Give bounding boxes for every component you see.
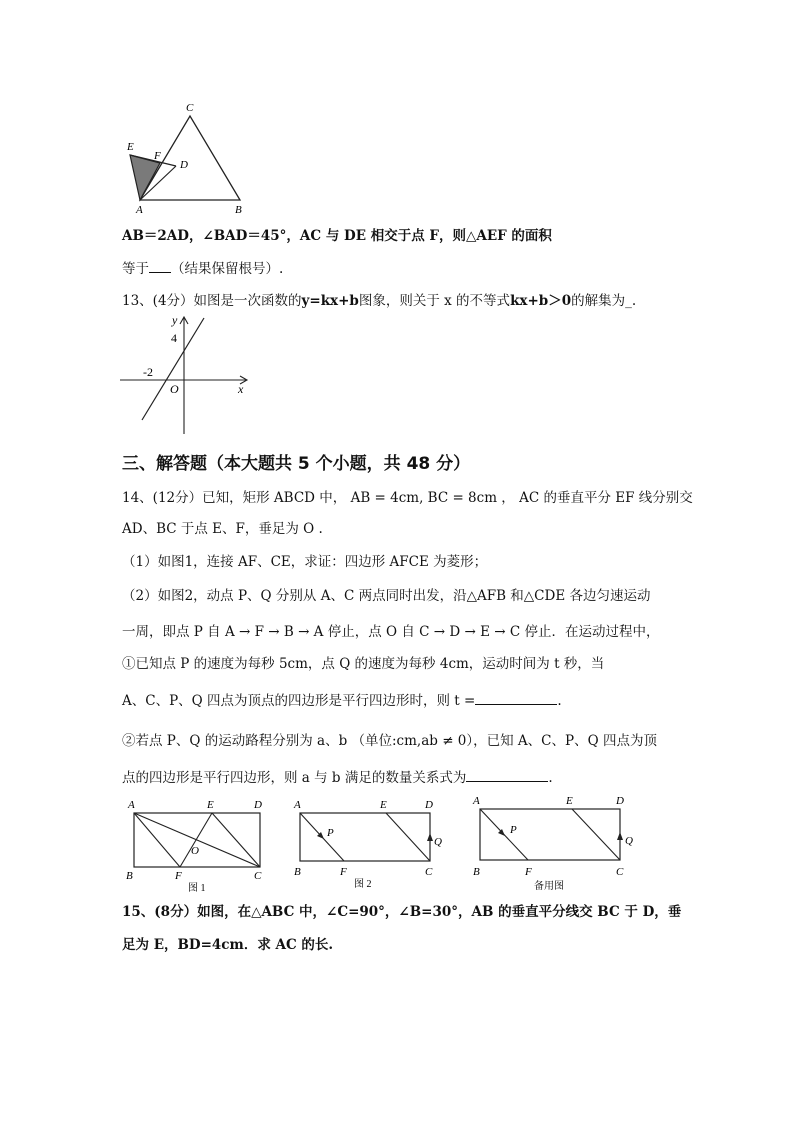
fig1-segment-ef [180, 813, 212, 867]
label-a: A [136, 204, 143, 216]
q14-part2-line1: （2）如图2，动点 P、Q 分别从 A、C 两点同时出发，沿△AFB 和△CDE 各边匀速运动 [122, 588, 651, 604]
q12-line1: AB＝2AD，∠BAD＝45°，AC 与 DE 相交于点 F，则△AEF 的面积 [122, 228, 552, 244]
fig3-label-a: A [473, 795, 480, 807]
q13-prefix: 13、(4分）如图是一次函数的 [122, 293, 302, 309]
fig1-segment-ce [212, 813, 260, 867]
fig2-label-e: E [380, 799, 387, 811]
fig3-label-d: D [616, 795, 624, 807]
fig1-label-c: C [254, 870, 262, 882]
figure-2 [290, 796, 450, 894]
fig2-label-a: A [294, 799, 301, 811]
q14-sub2-line2 [122, 767, 553, 788]
label-c: C [186, 102, 194, 114]
q14-part2-line2: 一周，即点 P 自 A → F → B → A 停止，点 O 自 C → D → E → C 停止．在运动过程中， [122, 624, 660, 640]
fig3-label-b: B [473, 866, 480, 878]
fig3-label-e: E [566, 795, 573, 807]
figure-1 [120, 796, 270, 894]
q13-text [122, 291, 636, 311]
q13-function: y=kx+b [301, 293, 359, 309]
q14-sub1-end: . [557, 693, 562, 709]
q12-answer-blank[interactable] [149, 258, 171, 273]
fig2-label-d: D [425, 799, 433, 811]
fig2-caption: 图 2 [354, 879, 372, 890]
fig1-caption: 图 1 [188, 883, 206, 894]
q13-suffix: 的解集为_. [571, 293, 637, 309]
q14-line2: AD、BC 于点 E、F，垂足为 O . [122, 521, 323, 537]
fig2-segment-ec [386, 813, 430, 861]
y-axis-label: y [172, 313, 178, 327]
fig3-arrow-q [617, 832, 623, 840]
q15-line1: 15、(8分）如图，在△ABC 中，∠C=90°，∠B=30°，AB 的垂直平分线交 BC 于 D，垂 [122, 904, 682, 920]
q14-part1: （1）如图1，连接 AF、CE，求证：四边形 AFCE 为菱形； [122, 554, 488, 570]
fig3-segment-ec [572, 809, 620, 860]
fig3-arrow-p [498, 829, 505, 836]
fig3-label-p: P [510, 824, 517, 836]
fig2-label-c: C [425, 866, 433, 878]
q14-sub2-end: . [548, 770, 553, 786]
q14-sub1-line1: ①已知点 P 的速度为每秒 5cm，点 Q 的速度为每秒 4cm，运动时间为 t 秒，当 [122, 656, 605, 672]
fig1-label-f: F [175, 870, 182, 882]
triangle-figure [120, 98, 260, 218]
fig1-diagonal-ac [134, 813, 260, 867]
label-f: F [154, 150, 161, 162]
q14-sub2-answer-blank[interactable] [466, 767, 548, 782]
fig3-caption: 备用图 [534, 881, 564, 892]
fig2-label-p: P [327, 827, 334, 839]
fig3-label-c: C [616, 866, 624, 878]
x-intercept-label: -2 [143, 365, 153, 379]
fig1-label-b: B [126, 870, 133, 882]
fig2-label-b: B [294, 866, 301, 878]
q14-sub2-text: 点的四边形是平行四边形，则 a 与 b 满足的数量关系式为 [122, 770, 467, 786]
q14-sub1-line2 [122, 690, 562, 711]
q15-line2: 足为 E，BD=4cm．求 AC 的长. [122, 937, 334, 953]
q13-inequality: kx+b＞0 [510, 293, 572, 309]
fig1-label-o: O [191, 845, 199, 857]
fig1-label-d: D [254, 799, 262, 811]
q14-line1: 14、(12分）已知，矩形 ABCD 中， AB = 4cm, BC = 8cm ， AC 的垂直平分 EF 线分别交 [122, 490, 693, 506]
y-intercept-label: 4 [171, 331, 177, 345]
q13-mid: 图象，则关于 x 的不等式 [358, 293, 511, 309]
origin-label: O [170, 382, 179, 396]
fig3-rectangle [480, 809, 620, 860]
fig2-arrow-q [427, 833, 433, 841]
fig3-label-f: F [525, 866, 532, 878]
section-3-heading: 三、解答题（本大题共 5 个小题，共 48 分） [122, 454, 471, 474]
x-axis-label: x [238, 382, 244, 396]
q14-sub1-answer-blank[interactable] [475, 690, 557, 705]
linear-function-graph [118, 312, 253, 437]
label-d: D [180, 159, 188, 171]
figure-spare [468, 792, 638, 894]
fig2-label-q: Q [434, 836, 442, 848]
label-e: E [127, 141, 134, 153]
q12-line2-prefix: 等于 [122, 261, 149, 277]
fig1-label-e: E [207, 799, 214, 811]
label-b: B [235, 204, 242, 216]
q12-line2-suffix: （结果保留根号）. [171, 261, 284, 277]
fig2-label-f: F [340, 866, 347, 878]
q14-sub2-line1: ②若点 P、Q 的运动路程分别为 a、b （单位:cm,ab ≠ 0），已知 A、C、P、Q 四点为顶 [122, 733, 657, 749]
fig1-label-a: A [128, 799, 135, 811]
fig1-segment-af [134, 813, 180, 867]
q12-line2 [122, 258, 283, 279]
fig3-label-q: Q [625, 835, 633, 847]
q14-sub1-text: A、C、P、Q 四点为顶点的四边形是平行四边形时，则 t = [122, 693, 476, 709]
